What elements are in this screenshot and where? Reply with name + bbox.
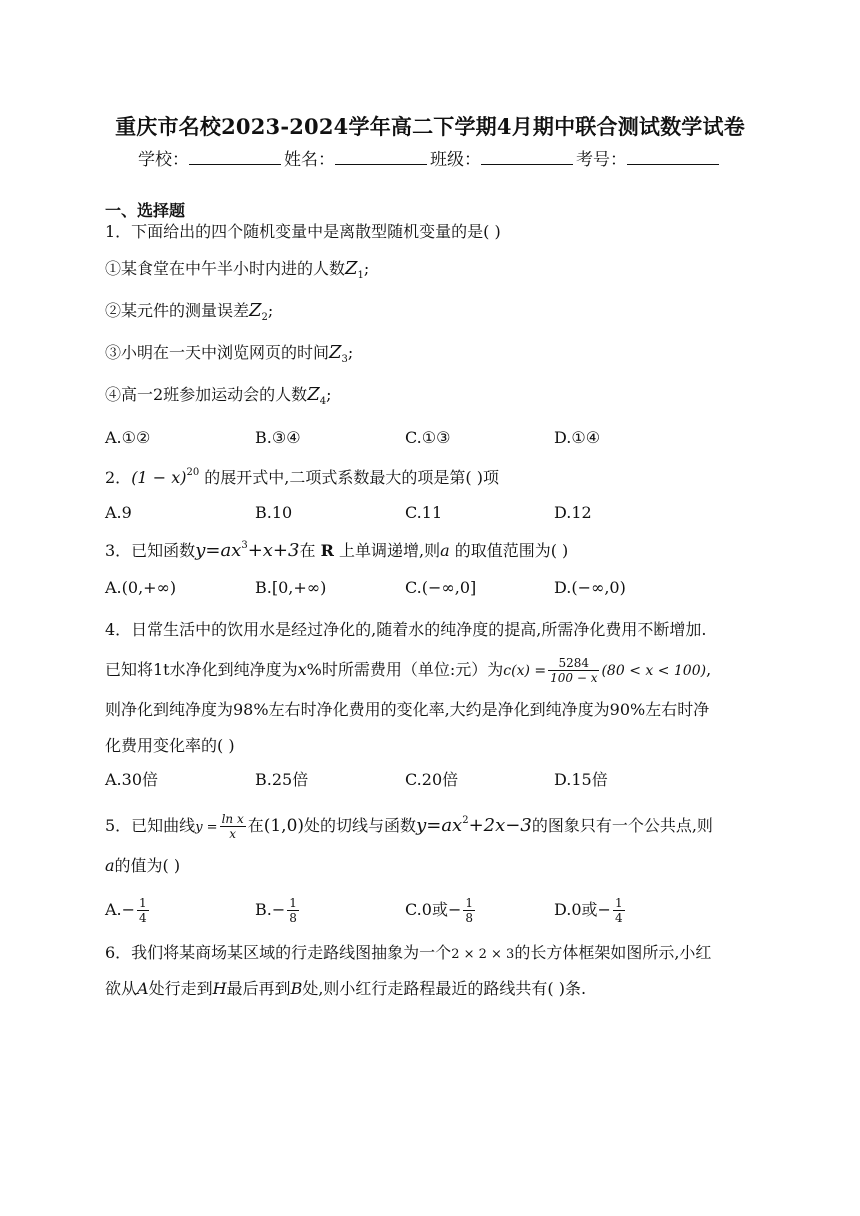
q4-option-c[interactable]: C.20倍 — [405, 770, 459, 789]
q2-option-d[interactable]: D.12 — [554, 503, 592, 522]
school-blank[interactable] — [189, 148, 281, 165]
q2-stem: 2．$(1 - x)^{20}$ 的展开式中,二项式系数最大的项是第( )项 — [105, 467, 499, 487]
q1-option-b[interactable]: B.③④ — [255, 428, 301, 447]
q5-option-a[interactable]: A.− $\frac{1}{4}$ — [105, 896, 147, 925]
q2-option-c[interactable]: C.11 — [405, 503, 443, 522]
exam-number-label: 考号： — [576, 150, 627, 170]
q4-option-d[interactable]: D.15倍 — [554, 770, 608, 789]
school-label: 学校： — [138, 150, 189, 170]
q5-option-b[interactable]: B.− $\frac{1}{8}$ — [255, 896, 297, 925]
q1-item-2: ②某元件的测量误差$Z_2$; — [105, 300, 274, 323]
q5-stem: 5．已知曲线y = $\frac{\text{ln x}}{x}$ 在(1,0)处的切线与函数$y=ax^2+2x-3$的图象只有一个公共点,则 — [105, 812, 713, 841]
q4-line-1: 4．日常生活中的饮用水是经过净化的,随着水的纯净度的提高,所需净化费用不断增加. — [105, 620, 707, 639]
q5-option-d[interactable]: D.0或− $\frac{1}{4}$ — [554, 896, 623, 925]
section-heading: 一、选择题 — [105, 201, 186, 220]
q6-line-2: 欲从A处行走到H最后再到B处,则小红行走路程最近的路线共有( )条. — [105, 979, 587, 998]
q5-line-2: a的值为( ) — [105, 856, 181, 875]
q6-line-1: 6．我们将某商场某区域的行走路线图抽象为一个2 × 2 × 3的长方体框架如图所示,小红 — [105, 943, 712, 962]
name-label: 姓名： — [284, 150, 335, 170]
q1-item-1: ①某食堂在中午半小时内进的人数$Z_1$; — [105, 258, 370, 281]
class-label: 班级： — [430, 150, 481, 170]
q2-option-a[interactable]: A.9 — [105, 503, 132, 522]
q1-option-d[interactable]: D.①④ — [554, 428, 601, 447]
q1-option-a[interactable]: A.①② — [105, 428, 151, 447]
class-blank[interactable] — [481, 148, 573, 165]
exam-title: 重庆市名校2023-2024学年高二下学期4月期中联合测试数学试卷 — [115, 114, 745, 139]
name-blank[interactable] — [335, 148, 427, 165]
q4-fraction: $\frac{5284}{100 - x}$ — [550, 656, 598, 685]
q2-option-b[interactable]: B.10 — [255, 503, 293, 522]
q4-line-2: 已知将1t水净化到纯净度为x%时所需费用（单位:元）为c(x) = $\frac{5284}{100 - x}$ (80 < x < 100), — [105, 656, 712, 685]
q4-option-a[interactable]: A.30倍 — [105, 770, 159, 789]
q3-stem: 3．已知函数$y=ax^3+x+3$在 R 上单调递增,则a 的取值范围为( ) — [105, 540, 569, 561]
student-info-row — [0, 145, 860, 170]
q5-fraction: $\frac{\text{ln x}}{x}$ — [221, 812, 244, 841]
q5-option-c[interactable]: C.0或− $\frac{1}{8}$ — [405, 896, 473, 925]
q3-option-c[interactable]: C.(−∞,0] — [405, 578, 477, 597]
exam-number-blank[interactable] — [627, 148, 719, 165]
q1-option-c[interactable]: C.①③ — [405, 428, 451, 447]
q4-option-b[interactable]: B.25倍 — [255, 770, 309, 789]
q4-line-4: 化费用变化率的( ) — [105, 736, 235, 755]
q4-line-3: 则净化到纯净度为98%左右时净化费用的变化率,大约是净化到纯净度为90%左右时净 — [105, 700, 710, 719]
q1-item-4: ④高一2班参加运动会的人数$Z_4$; — [105, 384, 332, 407]
q1-item-3: ③小明在一天中浏览网页的时间$Z_3$; — [105, 342, 354, 365]
q1-stem: 1．下面给出的四个随机变量中是离散型随机变量的是( ) — [105, 222, 501, 241]
q3-option-a[interactable]: A.(0,+∞) — [105, 578, 177, 597]
q3-option-b[interactable]: B.[0,+∞) — [255, 578, 327, 597]
q3-option-d[interactable]: D.(−∞,0) — [554, 578, 626, 597]
